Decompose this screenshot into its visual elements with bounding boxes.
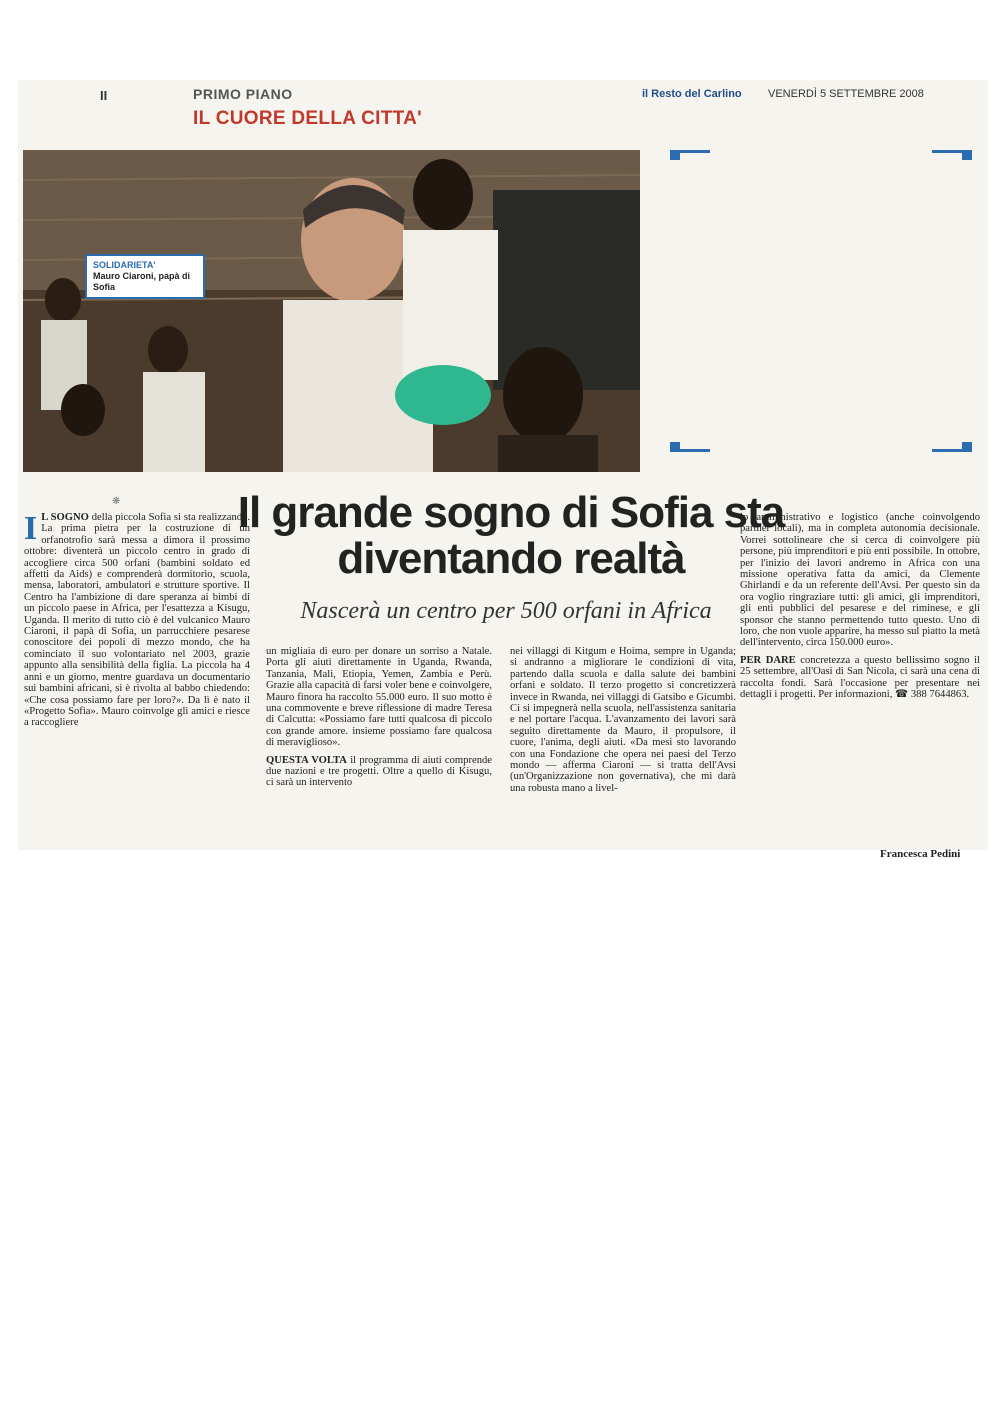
section-title: PRIMO PIANO bbox=[193, 86, 293, 102]
newspaper-clipping bbox=[18, 80, 988, 860]
column-4-kicker: PER DARE bbox=[740, 654, 796, 666]
issue-date: VENERDÌ 5 SETTEMBRE 2008 bbox=[768, 88, 924, 100]
column-3-text: nei villaggi di Kitgum e Hoima, sempre in Uganda; si andranno a migliorare le condizioni di vita, partendo dalla scuola e dalla salute dei bambini orfani e soldato. Il terzo progetto si concretizzerà invece in Rwanda, nei villaggi di Gatsibo e Gicumbi. Ci si impegnerà nella scuola, nell'assistenza sanitaria e nel portare l'acqua. L'avanzamento dei lavori sarà seguito direttamente da Mauro, il propulsore, il cuore, l'anima, degli aiuti. «Da mesi sto lavorando con una Fondazione che opera nei paesi del Terzo mondo — afferma Ciaroni — si tratta dell'Avsi (un'Organizzazione non governativa), che mi darà una robusta mano a livel- bbox=[510, 646, 736, 794]
photo-caption bbox=[85, 254, 205, 299]
caption-title: SOLIDARIETA' bbox=[93, 260, 156, 270]
subsection-title: IL CUORE DELLA CITTA' bbox=[193, 108, 422, 129]
column-2-paragraph-1: un migliaia di euro per donare un sorriso a Natale. Porta gli aiuti direttamente in Uganda, Rwanda, Tanzania, Mali, Etiopia, Yemen, Zambia e Perù. Grazie alla capacità di farsi voler bene e coinvolgere, Mauro finora ha raccolto 55.000 euro. Il suo motto è una commovente e breve riflessione di madre Teresa di Calcutta: «Possiamo fare tutti qualcosa di piccolo con grande amore. insieme possiamo fare qualcosa di meraviglioso». bbox=[266, 646, 492, 749]
article-subhead: Nascerà un centro per 500 orfani in Africa bbox=[300, 598, 712, 624]
column-2-kicker: QUESTA VOLTA bbox=[266, 754, 347, 766]
column-1-text: della piccola Sofia si sta realizzando. La prima pietra per la costruzione di un orfanotrofio sarà messa a dimora il prossimo ottobre: diventerà un piccolo centro in grado di accogliere circa 500 orfani (bambini soldato ed affetti da Aids) e comprenderà dormitorio, scuola, mensa, laboratori, ambulatori e strutture sportive. Il Centro ha l'ambizione di dare speranza ai bimbi di un piccolo paese in Africa, per l'esattezza a Kisugu, Uganda. Il merito di tutto ciò è del vulcanico Mauro Ciaroni, il papà di Sofia, un parrucchiere pesarese conoscitore dei popoli di mezzo mondo, che ha cominciato il suo volontariato nel 2003, grazie appunto alla sensibilità della figlia. La piccola ha 4 anni e un giorno, mentre guardava un documentario sui bambini africani, si è rivolta al babbo chiedendo: «Che cosa possiamo fare per loro?». Da lì è nato il «Progetto Sofia». Mauro coinvolge gli amici e riesce a raccogliere bbox=[24, 512, 250, 729]
asterisk-mark: ❋ bbox=[112, 496, 121, 507]
article-column-1 bbox=[24, 512, 250, 729]
photo-illustration bbox=[23, 150, 640, 472]
article-photo bbox=[23, 150, 640, 472]
drop-cap: I bbox=[24, 510, 38, 547]
column-4-paragraph-1: lo amministrativo e logistico (anche coinvolgendo partner locali), ma in completa autonomia decisionale. Vorrei sottolineare che si cerca di coinvolgere più persone, più imprenditori e più enti possibile. In ottobre, per l'inizio dei lavori andremo in Africa con una missione operativa fatta da amici, da Clemente Ghirlandi e da un referente dell'Avsi. Per questo sin da ora voglio ringraziare tutti: gli amici, gli imprenditori, gli enti pubblici del pesarese e del riminese, e gli sponsor che stanno permettendo tutto questo. Uno di loro, che non vuole apparire, ha messo sul piatto la metà dell'intervento, circa 150.000 euro». bbox=[740, 512, 980, 649]
column-4-paragraph-2: concretezza a questo bellissimo sogno il 25 settembre, all'Oasi di San Nicola, ci sarà una cena di raccolta fondi. Sarà l'occasione per presentare nei dettagli i progetti. Per informazioni, ☎ 388 7644863. bbox=[740, 654, 980, 701]
article-column-4 bbox=[740, 512, 980, 701]
newspaper-name: il Resto del Carlino bbox=[642, 88, 742, 100]
caption-text: Mauro Ciaroni, papà di Sofia bbox=[93, 271, 191, 292]
article-byline: Francesca Pedini bbox=[880, 848, 961, 860]
article-headline: Il grande sogno di Sofia sta diventando realtà bbox=[237, 488, 785, 583]
blank-ad-box bbox=[670, 150, 972, 452]
article-column-3 bbox=[510, 646, 736, 794]
article-column-2 bbox=[266, 646, 492, 789]
column-2-paragraph-2: il programma di aiuti comprende due nazioni e tre progetti. Oltre a quello di Kisugu, ci sarà un intervento bbox=[266, 754, 492, 789]
lead-kicker: L SOGNO bbox=[41, 512, 89, 523]
page-number: II bbox=[100, 88, 108, 103]
